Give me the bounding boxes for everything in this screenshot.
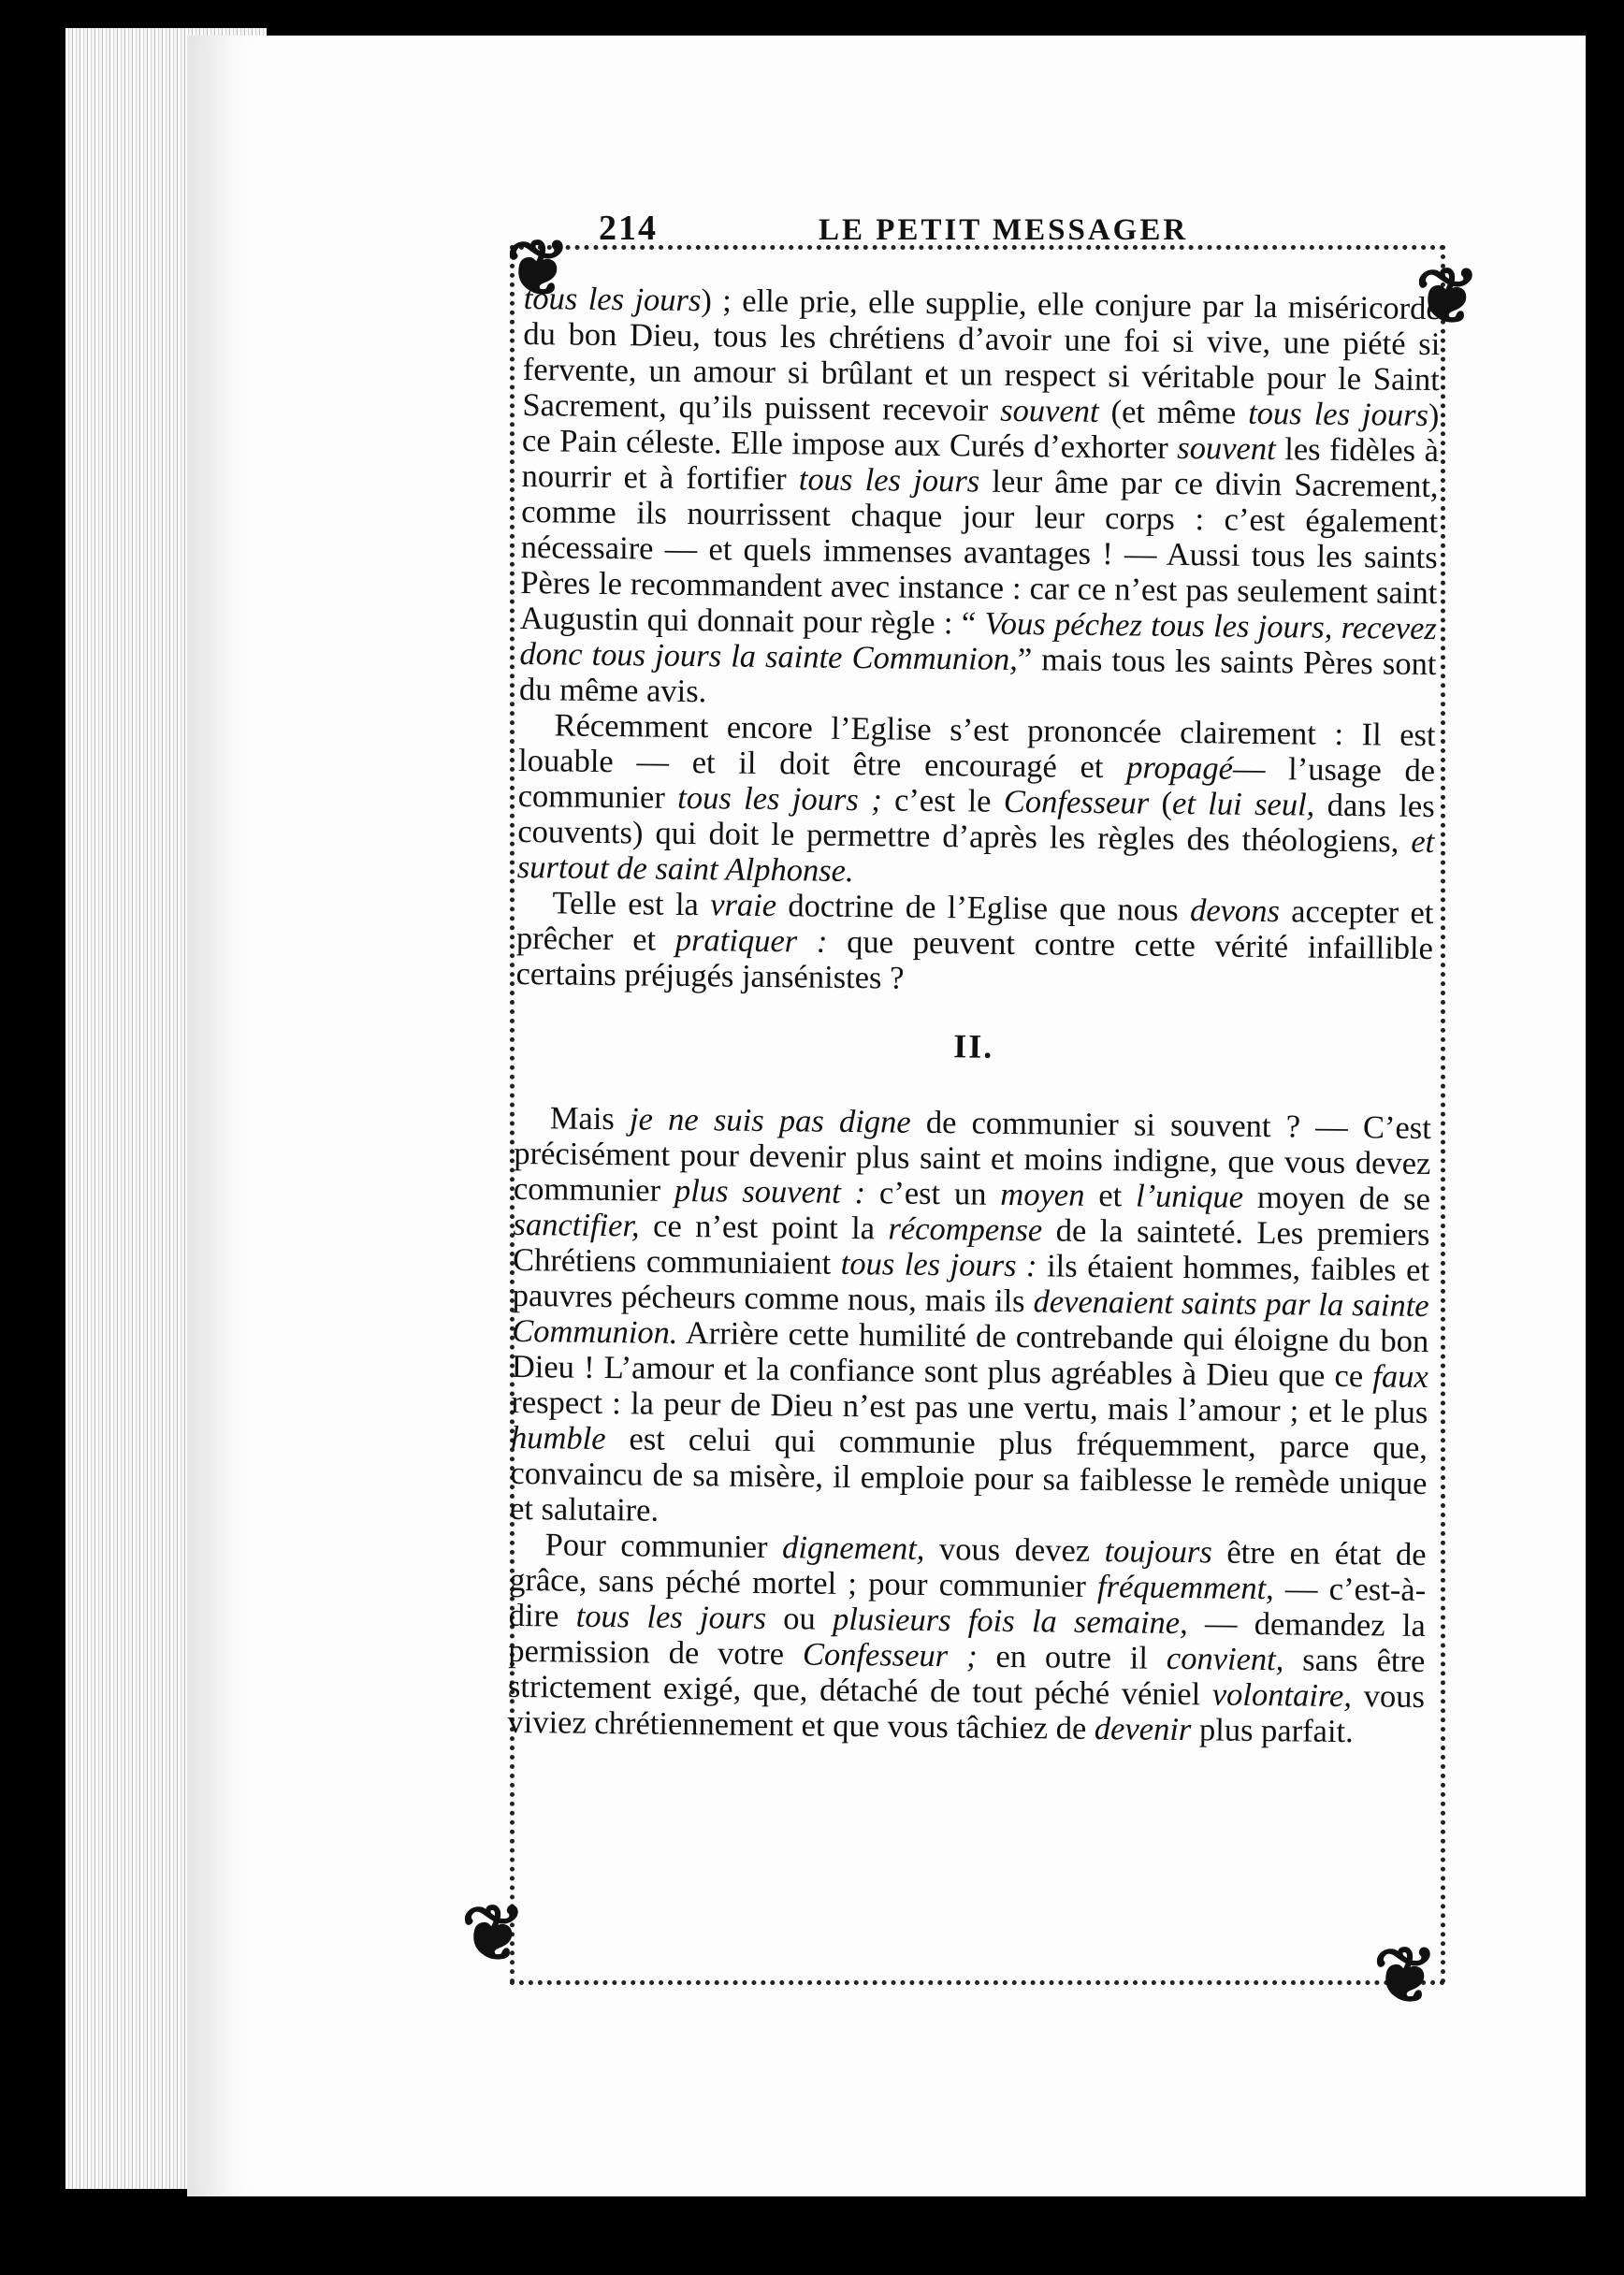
text-run: les fidèles à nourrir et à fortifier (521, 431, 1440, 498)
text-run: moyen de se (1242, 1179, 1431, 1218)
text-run: Mais (549, 1100, 631, 1138)
text-run: accepter et prêcher et (515, 893, 1434, 958)
paragraph (515, 885, 1433, 1002)
italic-run: et surtout de saint Alphonse. (516, 823, 1435, 890)
paragraph (519, 281, 1441, 717)
text-run: plus parfait. (1191, 1712, 1354, 1750)
italic-run: devons (1189, 892, 1281, 930)
text-run: Récemment encore l’Eglise s’est prononcée clairement : Il est louable — et il doit être encouragé et (517, 707, 1436, 786)
text-run: en outre il (977, 1638, 1167, 1676)
italic-run: souvent (1000, 392, 1099, 429)
fleuron-corner-icon: ❦ (1415, 254, 1480, 340)
fleuron-corner-icon: ❦ (506, 226, 571, 312)
paragraph (510, 1100, 1431, 1537)
italic-run: Confesseur ; (802, 1636, 978, 1674)
italic-run: Confesseur (1003, 783, 1150, 821)
text-run: ou (765, 1601, 834, 1637)
italic-run: je ne suis pas digne (629, 1101, 911, 1140)
text-run: — demandez la permission de votre (508, 1605, 1426, 1673)
text-run: est celui qui communie plus fréquemment, parce que, convaincu de sa misère, il emploie pour sa faiblesse le remède unique et salutaire. (509, 1421, 1428, 1529)
fleuron-corner-icon: ❦ (461, 1891, 526, 1977)
text-run: ils étaient hommes, faibles et pauvres pécheurs comme nous, mais ils (512, 1248, 1430, 1320)
fleuron-corner-icon: ❦ (1373, 1934, 1438, 2019)
italic-run: devenaient saints par la sainte Communion. (512, 1283, 1429, 1351)
italic-run: et lui seul, (1171, 785, 1315, 823)
page-number: 214 (599, 209, 658, 248)
italic-run: récompense (888, 1210, 1043, 1249)
section-heading: II. (953, 1027, 994, 1065)
text-run: ” mais tous les saints Pères sont du même avis. (518, 642, 1437, 710)
text-run: et (1084, 1177, 1137, 1214)
text-run: de la sainteté. Les premiers Chrétiens communiaient (512, 1212, 1430, 1282)
italic-run: dignement, (781, 1529, 925, 1567)
text-run: de communier si souvent ? — C’est précisément pour devenir plus saint et moins indigne, que vous devez communier (513, 1104, 1431, 1209)
text-run: que peuvent contre cette vérité infaillible certains préjugés jansénistes ? (515, 923, 1434, 996)
text-run: — c’est-à-dire (508, 1571, 1427, 1634)
text-run: vous viviez chrétiennement et que vous tâchiez de (507, 1678, 1426, 1747)
text-run: ) ; elle prie, elle supplie, elle conjure par la miséricorde du bon Dieu, tous les chrétiens d’avoir une foi si vive, une piété si fervente, un amour si brûlant et un respect si véritable pour le Saint Sacrement, qu’ils puissent recevoir (522, 283, 1441, 428)
text-run: doctrine de l’Eglise que nous (776, 888, 1191, 929)
paragraph (507, 1527, 1427, 1750)
italic-run: vraie (709, 887, 777, 924)
text-run: c’est un (864, 1175, 1001, 1212)
italic-run: moyen (1000, 1176, 1085, 1213)
body-text (507, 281, 1441, 1750)
running-title: LE PETIT MESSAGER (819, 213, 1189, 247)
text-run: respect : la peur de Dieu n’est pas une vertu, mais l’amour ; et le plus (511, 1384, 1428, 1431)
text-run: leur âme par ce divin Sacrement, comme ils nourrissent chaque jour leur corps : c’est également nécessaire — et quels immenses avantages ! — Aussi tous les saints Pères le recommandent avec instance : car ce n’est pas seulement saint Augustin qui donnait pour règle : “ (519, 463, 1439, 642)
scan-border (0, 2196, 1624, 2275)
text-run: Arrière cette humilité de contrebande qui éloigne du bon Dieu ! L’amour et la confiance sont plus agréables à Dieu que ce (511, 1314, 1429, 1395)
italic-run: faux (1372, 1358, 1428, 1396)
text-run: ) ce Pain céleste. Elle impose aux Curés d’exhorter (521, 397, 1440, 466)
italic-run: souvent (1177, 429, 1276, 468)
text-run: ce n’est point la (639, 1208, 889, 1247)
italic-run: Vous péchez tous les jours, recevez donc tous jours la sainte Communion, (519, 605, 1438, 678)
italic-run: sanctifier, (513, 1206, 640, 1244)
text-run: être en état de grâce, sans péché mortel ; pour communier (509, 1534, 1427, 1605)
italic-run: convient, (1166, 1640, 1284, 1678)
italic-run: tous les jours (523, 281, 702, 319)
text-run: c’est le (881, 782, 1005, 819)
text-run: sans être strictement exigé, que, détaché de tout péché véniel (507, 1642, 1426, 1713)
text-run: — l’usage de communier (517, 750, 1436, 816)
italic-run: plusieurs fois la semaine, (832, 1601, 1188, 1642)
italic-run: pratiquer : (674, 921, 828, 960)
italic-run: toujours (1104, 1533, 1212, 1571)
italic-run: tous les jours ; (677, 779, 882, 819)
italic-run: l’unique (1135, 1178, 1244, 1215)
text-run: ( (1148, 785, 1173, 821)
italic-run: tous les jours (1248, 395, 1429, 433)
italic-run: humble (510, 1419, 606, 1457)
italic-run: fréquemment, (1096, 1569, 1275, 1607)
italic-run: devenir (1094, 1711, 1192, 1748)
text-run: Telle est la (552, 885, 711, 923)
text-run: vous devez (924, 1530, 1105, 1570)
italic-run: tous les jours (575, 1598, 767, 1637)
text-run: dans les couvents) qui doit le permettre d’après les règles des théologiens, (517, 787, 1435, 860)
text-run: (et même (1098, 393, 1249, 431)
italic-run: tous les jours : (840, 1245, 1037, 1284)
text-run: Pour communier (544, 1527, 783, 1566)
paragraph (517, 707, 1436, 895)
italic-run: propagé (1126, 749, 1234, 787)
italic-run: volontaire, (1211, 1676, 1353, 1715)
italic-run: tous les jours (798, 461, 980, 500)
italic-run: plus souvent : (674, 1172, 866, 1211)
